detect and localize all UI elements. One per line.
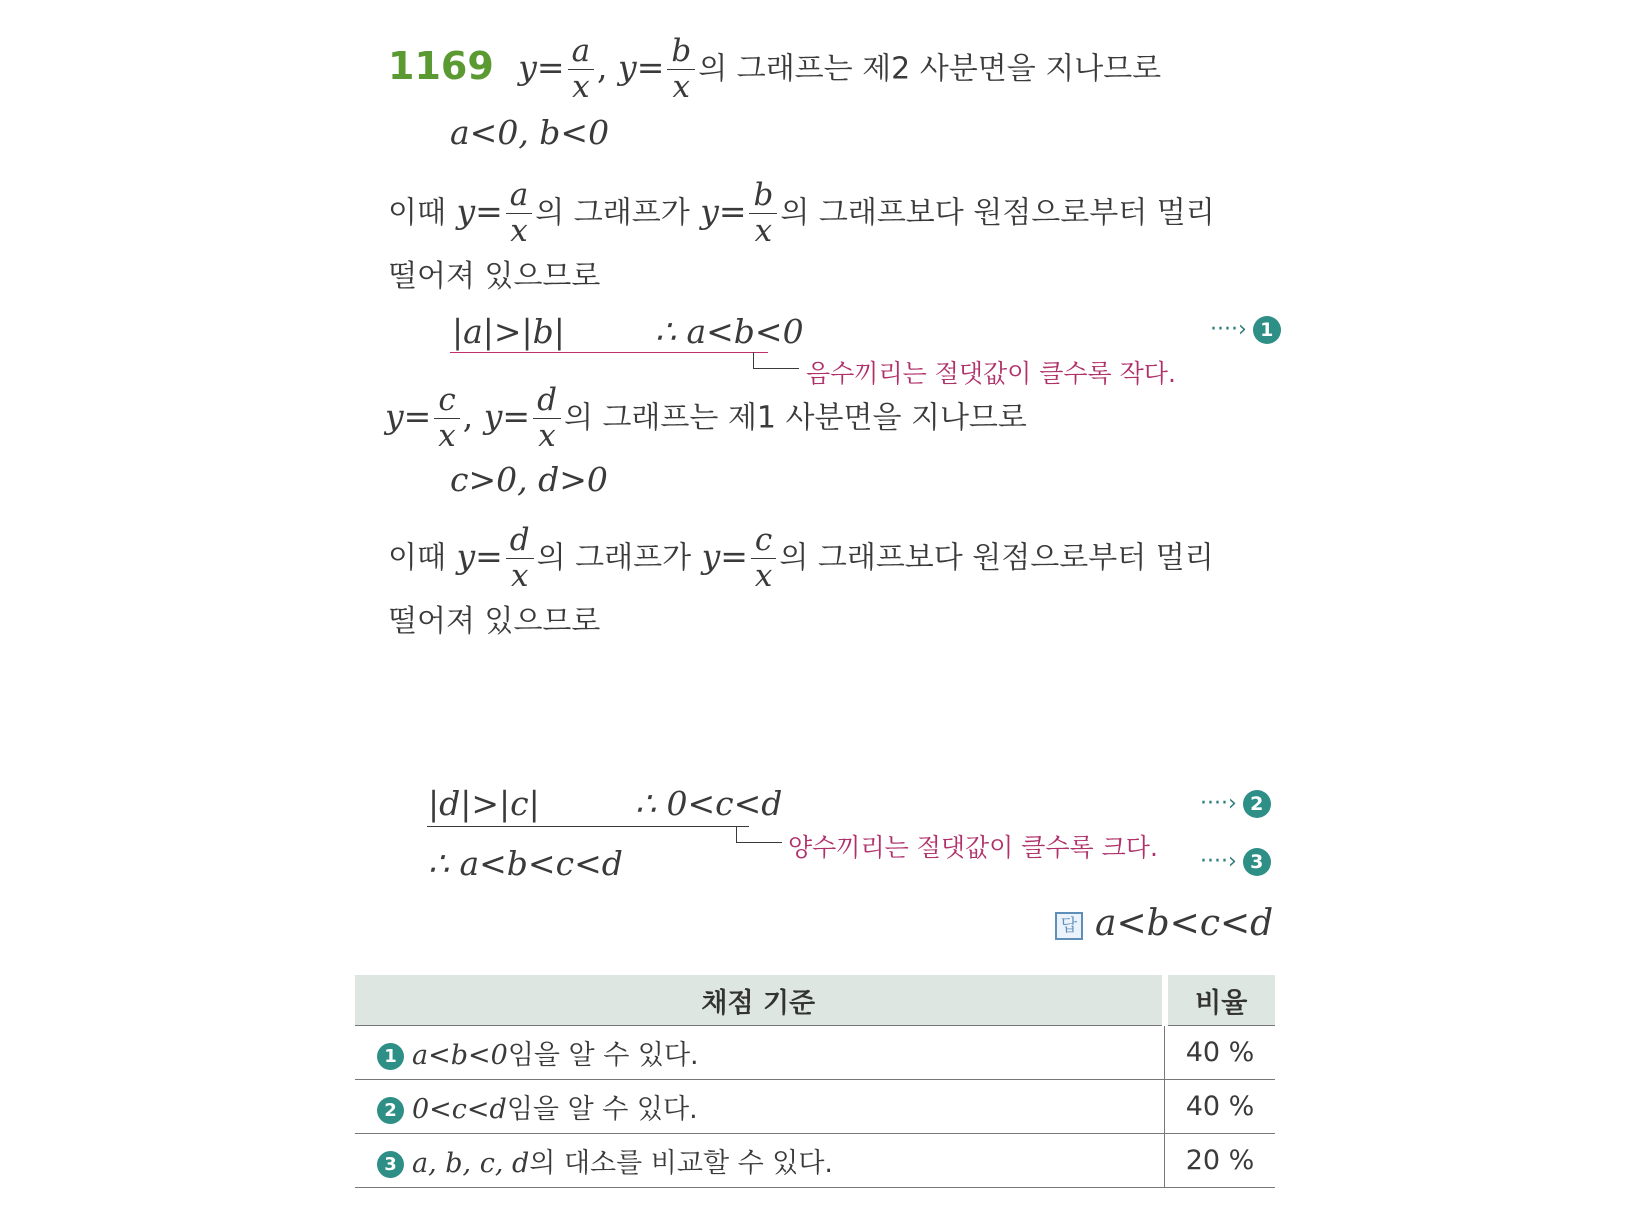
comma: , — [462, 396, 474, 436]
step-marker-1 — [1210, 316, 1281, 344]
eq-lhs: y= — [618, 47, 665, 87]
eq-lhs: y= — [700, 191, 747, 231]
text: 떨어져 있으므로 — [388, 604, 601, 639]
numerator: b — [667, 36, 695, 70]
criteria-math: a<b<0 — [412, 1040, 508, 1071]
criteria-cell — [355, 1026, 1165, 1080]
line-9 — [388, 600, 600, 642]
circle-number-icon: 2 — [377, 1097, 404, 1124]
dotted-arrow-icon: ····› — [1210, 317, 1247, 342]
eq-lhs: y= — [385, 396, 432, 436]
criteria-text: 임을 알 수 있다. — [506, 1094, 698, 1125]
eq-lhs: y= — [483, 396, 531, 436]
ratio-cell: 20 % — [1165, 1134, 1276, 1188]
header-ratio: 비율 — [1165, 975, 1276, 1026]
eq-lhs: y= — [456, 191, 503, 231]
denominator: x — [754, 558, 773, 594]
math-left: |a|>|b| — [452, 312, 565, 351]
note-positive: 양수끼리는 절댓값이 클수록 크다. — [788, 833, 1158, 862]
text: 떨어져 있으므로 — [388, 259, 601, 294]
dotted-arrow-icon: ····› — [1200, 849, 1237, 874]
line-6 — [385, 382, 1027, 454]
text: 의 그래프는 제2 사분면을 지나므로 — [698, 51, 1162, 87]
note-negative: 음수끼리는 절댓값이 클수록 작다. — [806, 359, 1176, 388]
fraction — [506, 177, 532, 249]
line-5 — [452, 312, 565, 352]
line-7 — [450, 460, 608, 500]
criteria-math: 0<c<d — [412, 1094, 507, 1125]
numerator: c — [434, 385, 459, 419]
math: ∴ a<b<c<d — [428, 844, 623, 883]
denominator: x — [510, 558, 529, 594]
denominator: x — [510, 213, 528, 249]
line-5-conclusion — [655, 312, 804, 352]
denominator: x — [672, 69, 691, 105]
circle-number-icon: 1 — [377, 1043, 404, 1070]
grading-table — [355, 975, 1275, 1188]
line-1 — [388, 33, 1162, 105]
answer-math: a<b<c<d — [1095, 903, 1274, 944]
denominator: x — [538, 418, 556, 454]
criteria-text: 의 대소를 비교할 수 있다. — [529, 1148, 834, 1179]
step-marker-2 — [1200, 790, 1271, 818]
table-row — [355, 1026, 1275, 1080]
eq-lhs: y= — [701, 536, 748, 576]
math: c>0, d>0 — [450, 460, 608, 499]
bracket-line — [753, 368, 799, 369]
fraction — [434, 382, 459, 454]
fraction — [667, 33, 695, 105]
line-11 — [428, 844, 623, 884]
underline — [450, 352, 768, 353]
header-criteria: 채점 기준 — [355, 975, 1165, 1026]
numerator: b — [749, 180, 777, 214]
circle-number-icon: 3 — [377, 1151, 404, 1178]
numerator: a — [568, 36, 594, 70]
prefix: 이때 — [388, 195, 446, 231]
table-header-row — [355, 975, 1275, 1026]
criteria-cell — [355, 1080, 1165, 1134]
numerator: d — [533, 385, 561, 419]
text: 의 그래프는 제1 사분면을 지나므로 — [563, 400, 1027, 436]
numerator: d — [506, 525, 534, 559]
bracket-line — [753, 352, 754, 368]
criteria-text: 임을 알 수 있다. — [507, 1040, 699, 1071]
eq-lhs: y= — [518, 47, 565, 87]
bracket-line — [736, 842, 782, 843]
prefix: 이때 — [388, 540, 446, 576]
mid-text: 의 그래프가 — [535, 195, 690, 231]
text: 의 그래프보다 원점으로부터 멀리 — [779, 540, 1214, 576]
eq-lhs: y= — [456, 536, 503, 576]
numerator: c — [751, 525, 776, 559]
denominator: x — [754, 213, 773, 249]
dotted-arrow-icon: ····› — [1200, 791, 1237, 816]
math-right: ∴ a<b<0 — [655, 312, 804, 351]
numerator: a — [506, 180, 532, 214]
fraction — [749, 177, 777, 249]
answer — [1055, 903, 1273, 944]
table-row — [355, 1080, 1275, 1134]
math-left: |d|>|c| — [428, 784, 540, 823]
criteria-cell — [355, 1134, 1165, 1188]
line-10-conclusion — [635, 784, 782, 824]
ratio-cell: 40 % — [1165, 1026, 1276, 1080]
line-4 — [388, 255, 600, 297]
mid-text: 의 그래프가 — [536, 540, 692, 576]
underline — [427, 826, 749, 827]
math-right: ∴ 0<c<d — [635, 784, 783, 823]
fraction — [506, 522, 534, 594]
bracket-line — [736, 826, 737, 842]
line-8 — [388, 522, 1214, 594]
math: a<0, b<0 — [450, 113, 610, 152]
circle-number-icon: 1 — [1253, 316, 1281, 344]
line-2 — [450, 113, 609, 153]
ratio-cell: 40 % — [1165, 1080, 1276, 1134]
table-row — [355, 1134, 1275, 1188]
denominator: x — [572, 69, 590, 105]
criteria-math: a, b, c, d — [412, 1148, 530, 1179]
denominator: x — [438, 418, 456, 454]
fraction — [751, 522, 776, 594]
answer-badge-icon: 답 — [1055, 912, 1083, 940]
circle-number-icon: 3 — [1243, 848, 1271, 876]
step-marker-3 — [1200, 848, 1271, 876]
comma: , — [597, 47, 608, 87]
circle-number-icon: 2 — [1243, 790, 1271, 818]
problem-number: 1169 — [388, 43, 494, 88]
fraction — [533, 382, 561, 454]
line-10 — [428, 784, 540, 824]
line-3 — [388, 177, 1215, 249]
text: 의 그래프보다 원점으로부터 멀리 — [780, 195, 1215, 231]
fraction — [568, 33, 594, 105]
